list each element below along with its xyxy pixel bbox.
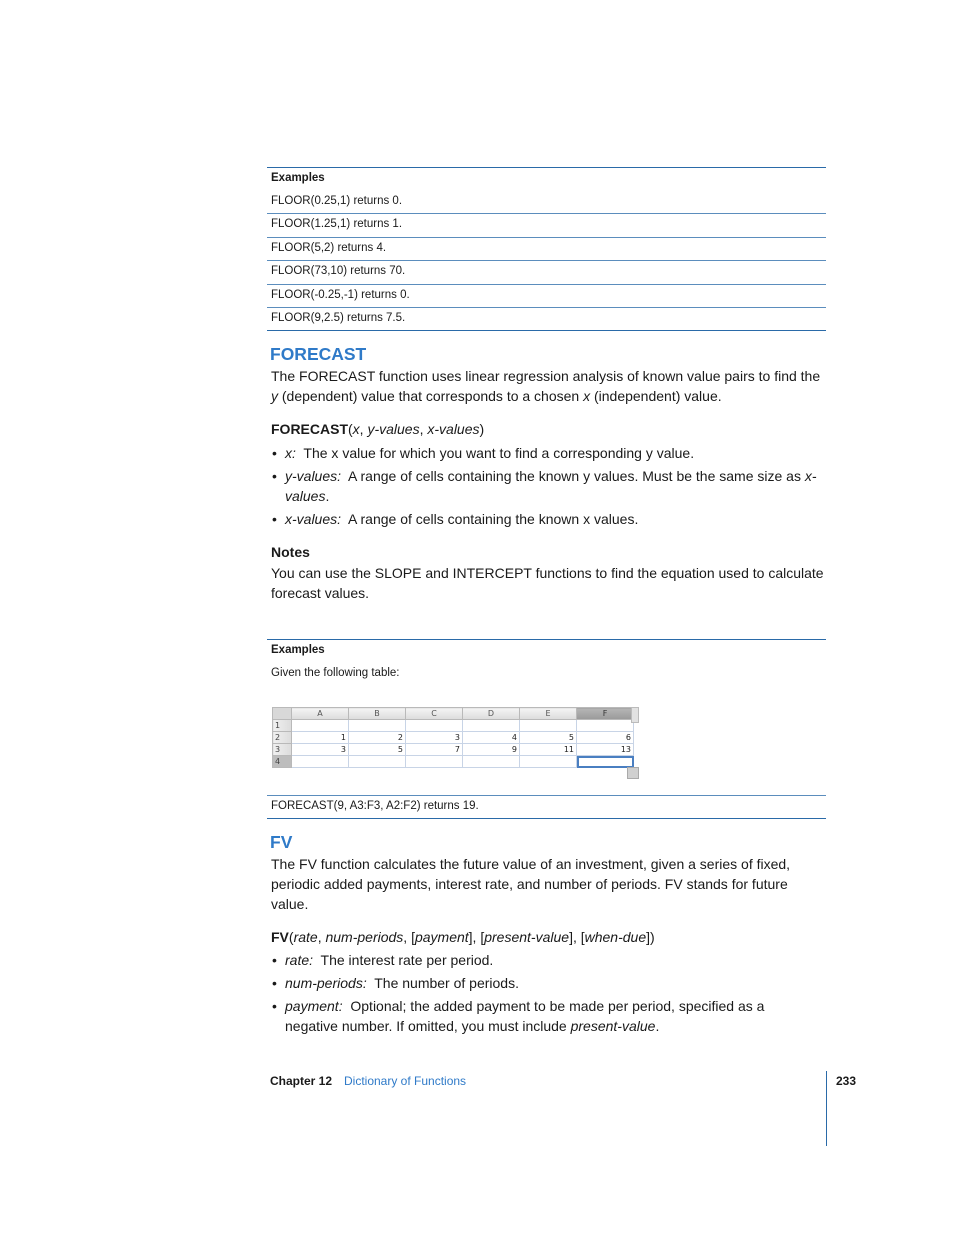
- column-header: E: [520, 708, 577, 720]
- sheet-cell: [520, 756, 577, 768]
- sheet-cell: 2: [349, 732, 406, 744]
- forecast-description: [271, 366, 827, 406]
- argument-name: y-values:: [285, 468, 342, 484]
- floor-example-row: FLOOR(0.25,1) returns 0.: [271, 195, 403, 207]
- row-divider: [267, 237, 826, 238]
- argument-item: • num-periods: The number of periods.: [272, 975, 519, 991]
- row-header-selected: 4: [273, 756, 292, 768]
- sheet-cell: 11: [520, 744, 577, 756]
- row-header: 3: [273, 744, 292, 756]
- syntax-arg: x-values: [427, 421, 480, 437]
- forecast-examples-intro: Given the following table:: [271, 667, 400, 679]
- row-divider: [267, 307, 826, 308]
- row-divider: [267, 213, 826, 214]
- floor-examples-heading: Examples: [271, 172, 325, 184]
- argument-text: The interest rate per period.: [320, 952, 494, 968]
- argument-item: • payment: Optional; the added payment to be made per period, specified as a negative number. If omitted, you must include present-value.: [272, 998, 765, 1034]
- sheet-cell: 6: [577, 732, 634, 744]
- sheet-cell: 9: [463, 744, 520, 756]
- column-header: C: [406, 708, 463, 720]
- forecast-heading: FORECAST: [270, 344, 367, 364]
- floor-example-row: FLOOR(5,2) returns 4.: [271, 242, 387, 254]
- forecast-desc-x: x: [583, 388, 591, 404]
- sheet-cell: [349, 720, 406, 732]
- sheet-corner: [273, 708, 292, 720]
- footer-chapter: Chapter 12: [270, 1074, 333, 1088]
- sheet-cell: 3: [406, 732, 463, 744]
- column-header: A: [292, 708, 349, 720]
- argument-text: The x value for which you want to find a corresponding y value.: [303, 445, 695, 461]
- fv-syntax: FV(rate, num-periods, [payment], [present-value], [when-due]): [271, 929, 655, 945]
- forecast-desc-y: y: [271, 388, 278, 404]
- argument-item: • rate: The interest rate per period.: [272, 952, 494, 968]
- column-header: B: [349, 708, 406, 720]
- sheet-cell: [406, 720, 463, 732]
- syntax-function-name: FV: [271, 929, 289, 945]
- sheet-cell: [577, 720, 634, 732]
- sheet-cell: 5: [349, 744, 406, 756]
- sheet-cell: [520, 720, 577, 732]
- argument-item: • x-values: A range of cells containing the known x values.: [272, 511, 639, 527]
- syntax-arg: num-periods: [325, 929, 404, 945]
- footer-chapter-title: Dictionary of Functions: [344, 1074, 467, 1088]
- row-header: 1: [273, 720, 292, 732]
- sheet-cell: 1: [292, 732, 349, 744]
- fv-heading: FV: [270, 832, 293, 852]
- forecast-desc-mid: (dependent) value that corresponds to a chosen: [278, 388, 584, 404]
- forecast-examples-heading: Examples: [271, 644, 325, 656]
- argument-text-italic: x-values: [285, 468, 817, 504]
- sheet-cell: [463, 756, 520, 768]
- syntax-arg: rate: [293, 929, 318, 945]
- page-number: 233: [836, 1074, 857, 1088]
- floor-example-row: FLOOR(9,2.5) returns 7.5.: [271, 312, 406, 324]
- argument-text: Optional; the added payment to be made per period, specified as a negative number. If omitted, you must include: [285, 998, 765, 1034]
- column-header-selected: F: [577, 708, 634, 720]
- forecast-desc-line1: The FORECAST function uses linear regression analysis of known value pairs to find the: [271, 368, 821, 384]
- argument-text: A range of cells containing the known x values.: [348, 511, 639, 527]
- notes-heading: Notes: [271, 544, 310, 560]
- sheet-cell: [292, 720, 349, 732]
- floor-example-row: FLOOR(-0.25,-1) returns 0.: [271, 289, 410, 301]
- table-resize-handle: [627, 767, 639, 779]
- floor-example-row: FLOOR(1.25,1) returns 1.: [271, 218, 403, 230]
- notes-text: You can use the SLOPE and INTERCEPT functions to find the equation used to calculate forecast values.: [271, 565, 824, 601]
- row-divider: [267, 795, 826, 796]
- argument-text: A range of cells containing the known y values. Must be the same size as: [348, 468, 805, 484]
- row-header: 2: [273, 732, 292, 744]
- footer-vertical-rule: [826, 1071, 827, 1146]
- forecast-arguments-list: [271, 443, 827, 532]
- table-bottom-rule: [267, 818, 826, 819]
- syntax-arg: when-due: [584, 929, 647, 945]
- floor-example-row: FLOOR(73,10) returns 70.: [271, 265, 406, 277]
- argument-text-italic: present-value: [570, 1018, 656, 1034]
- sheet-cell: 7: [406, 744, 463, 756]
- column-header: D: [463, 708, 520, 720]
- argument-name: x:: [285, 445, 296, 461]
- syntax-function-name: FORECAST: [271, 421, 348, 437]
- forecast-syntax: FORECAST(x, y-values, x-values): [271, 421, 485, 437]
- fv-description: The FV function calculates the future value of an investment, given a series of fixed, periodic added payments, interest rate, and number of periods. FV stands for future value.: [271, 856, 791, 912]
- argument-text: The number of periods.: [374, 975, 519, 991]
- sheet-cell: 3: [292, 744, 349, 756]
- table-top-rule: [267, 167, 826, 168]
- row-divider: [267, 260, 826, 261]
- syntax-arg: present-value: [484, 929, 570, 945]
- sheet-cell: 13: [577, 744, 634, 756]
- table-bottom-rule: [267, 330, 826, 331]
- row-divider: [267, 284, 826, 285]
- sheet-cell: 5: [520, 732, 577, 744]
- argument-text-tail: .: [325, 488, 330, 504]
- syntax-arg: payment: [414, 929, 469, 945]
- argument-name: num-periods:: [285, 975, 367, 991]
- syntax-arg: x: [352, 421, 360, 437]
- argument-name: x-values:: [285, 511, 342, 527]
- sheet-cell: [292, 756, 349, 768]
- forecast-desc-end: (independent) value.: [590, 388, 722, 404]
- argument-text-tail: .: [655, 1018, 660, 1034]
- syntax-arg: y-values: [367, 421, 420, 437]
- argument-item: • x: The x value for which you want to find a corresponding y value.: [272, 445, 695, 461]
- example-spreadsheet: [272, 707, 639, 779]
- sheet-cell: [463, 720, 520, 732]
- argument-name: rate:: [285, 952, 314, 968]
- sheet-cell: 4: [463, 732, 520, 744]
- sheet-cell-active: [577, 756, 634, 768]
- forecast-example-result: FORECAST(9, A3:F3, A2:F2) returns 19.: [271, 800, 479, 812]
- argument-name: payment:: [285, 998, 343, 1014]
- sheet-cell: [406, 756, 463, 768]
- argument-item: • y-values: A range of cells containing the known y values. Must be the same size as x-values.: [272, 468, 817, 504]
- fv-arguments-list: [271, 950, 791, 1039]
- spreadsheet-grid: [272, 707, 634, 768]
- sheet-cell: [349, 756, 406, 768]
- column-resize-handle: [631, 707, 639, 723]
- table-top-rule: [267, 639, 826, 640]
